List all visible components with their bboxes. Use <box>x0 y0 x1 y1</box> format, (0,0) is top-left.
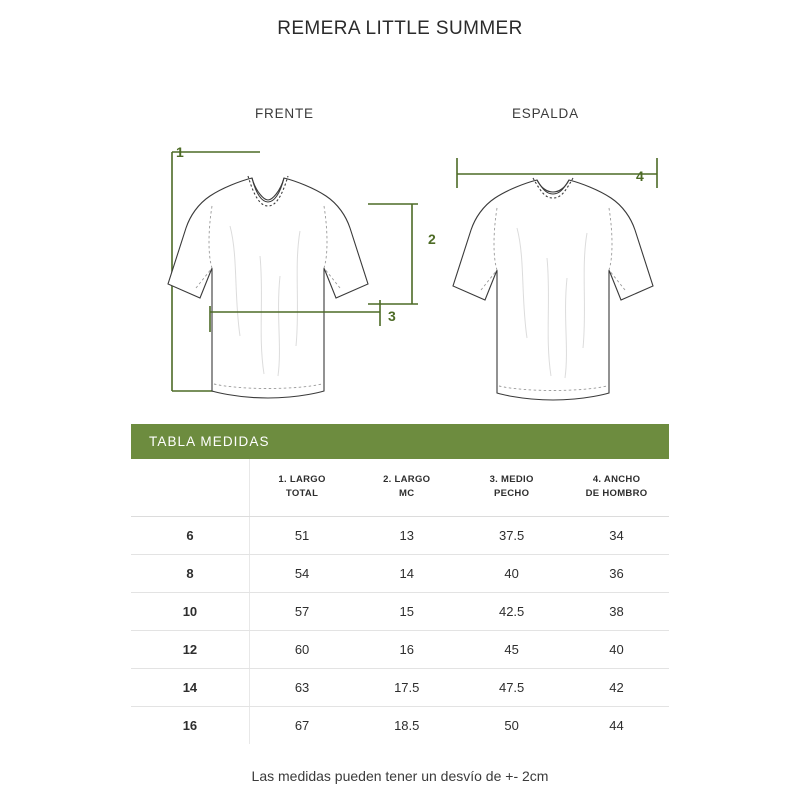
cell-medio-pecho: 47.5 <box>459 668 564 706</box>
cell-medio-pecho: 42.5 <box>459 592 564 630</box>
cell-medio-pecho: 40 <box>459 554 564 592</box>
cell-medio-pecho: 37.5 <box>459 516 564 554</box>
cell-largo-total: 67 <box>294 717 310 733</box>
table-row <box>131 630 669 668</box>
table-row <box>131 516 669 554</box>
cell-size: 10 <box>131 592 249 630</box>
cell-ancho-hombro: 40 <box>564 630 669 668</box>
table-row <box>131 706 669 744</box>
table-header-row <box>131 459 669 516</box>
cell-size: 8 <box>131 554 249 592</box>
cell-largo-mc: 13 <box>354 516 459 554</box>
cell-medio-pecho: 45 <box>459 630 564 668</box>
cell-largo-total: 57 <box>249 592 354 630</box>
measure-marker-4: 4 <box>636 168 644 184</box>
cell-largo-mc: 14 <box>354 554 459 592</box>
cell-largo-mc: 18.5 <box>394 717 420 733</box>
column-header-medio-pecho: 3. MEDIO PECHO <box>459 459 564 516</box>
cell-ancho-hombro: 38 <box>564 592 669 630</box>
measurements-table <box>131 459 669 744</box>
cell-ancho-hombro: 44 <box>609 717 624 733</box>
measure-marker-3: 3 <box>388 308 396 324</box>
table-row <box>131 592 669 630</box>
cell-largo-total: 63 <box>249 668 354 706</box>
measure-marker-1: 1 <box>176 144 184 160</box>
cell-largo-mc: 16 <box>354 630 459 668</box>
measurements-table-zone <box>131 424 669 744</box>
tshirt-front-illustration <box>160 136 430 471</box>
cell-medio-pecho: 50 <box>504 717 519 733</box>
table-row <box>131 668 669 706</box>
cell-size: 6 <box>131 516 249 554</box>
column-header-ancho-hombro: 4. ANCHO DE HOMBRO <box>564 459 669 516</box>
size-diagram <box>0 56 800 416</box>
view-label-front: FRENTE <box>255 106 314 121</box>
cell-size: 14 <box>131 668 249 706</box>
column-header-largo-total: 1. LARGO TOTAL <box>249 459 354 516</box>
column-header-largo-mc: 2. LARGO MC <box>354 459 459 516</box>
cell-largo-mc: 15 <box>354 592 459 630</box>
cell-ancho-hombro: 34 <box>564 516 669 554</box>
table-header-banner: TABLA MEDIDAS <box>131 424 669 459</box>
footnote: Las medidas pueden tener un desvío de +- 2cm <box>251 768 549 784</box>
cell-ancho-hombro: 36 <box>564 554 669 592</box>
cell-largo-total: 54 <box>249 554 354 592</box>
cell-largo-total: 60 <box>249 630 354 668</box>
view-label-back: ESPALDA <box>512 106 579 121</box>
cell-ancho-hombro: 42 <box>564 668 669 706</box>
page-title: REMERA LITTLE SUMMER <box>277 18 523 39</box>
measure-marker-2: 2 <box>428 231 436 247</box>
table-row <box>131 554 669 592</box>
cell-size: 16 <box>131 706 249 744</box>
tshirt-back-illustration <box>445 136 695 471</box>
cell-largo-total: 51 <box>249 516 354 554</box>
cell-size: 12 <box>131 630 249 668</box>
cell-largo-mc: 17.5 <box>354 668 459 706</box>
column-header-size <box>131 459 249 516</box>
